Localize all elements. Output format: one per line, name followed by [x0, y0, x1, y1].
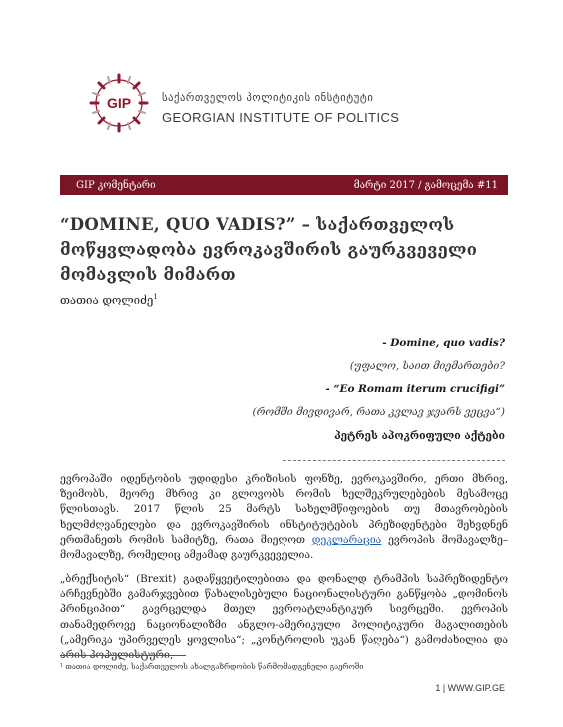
body-paragraph: „ბრექსიტის“ (Brexit) გადაწყვეტილებითა და დონალდ ტრამპის საპრეზიდენტო არჩევნებში გამარჯვებით წახალისებული ნაციონალისტური განწყობა „დომინოს პრინციპით“ გავრცელდა მთელ ევროატლანტიკურ სივრცეში. ევროპის თანამედროვე ნაციონალიზმი ანგლო-ამერიკული პოლიტიკური მაგალითების („ამერიკა უპირველეს ყოვლისა“; „კონტროლის უკან წაღება“) გამოძახილია და არის პოპულისტური, — [60, 573, 508, 662]
org-name-english: GEORGIAN INSTITUTE OF POLITICS — [162, 110, 400, 125]
org-name-georgian: საქართველოს პოლიტიკის ინსტიტუტი — [162, 92, 374, 104]
footnote: ¹ თათია დოლიძე, საქართველოს ახალგაზრდობის წარმომადგენელი გაეროში — [60, 662, 364, 671]
footnote-divider — [60, 655, 186, 656]
publication-banner — [60, 175, 508, 195]
page-footer: 1 | WWW.GIP.GE — [435, 683, 505, 693]
footnote-mark: 1 — [153, 293, 158, 302]
epigraph-line: - Domine, quo vadis? — [382, 337, 505, 349]
logo-text: GIP — [106, 95, 132, 111]
declaration-link[interactable]: დეკლარაცია — [311, 533, 382, 546]
document-title: “DOMINE, QUO VADIS?” – საქართველოს მოწყვლადობა ევროკავშირის გაურკვეველი მომავლის მიმართ — [60, 215, 478, 284]
paragraph-text: ევროპის მომავალზე– მომავალზე, რომელიც ამჟამად გაურკვეველია. — [60, 533, 509, 562]
paragraph-text: ევროპაში იდენტობის უდიდესი კრიზისის ფონზე, ევროკავშირი, ერთი მხრივ, ზეიმობს, მეორე მხრივ კი გლოვობს რომის ხელშეკრულებების მესამოცე წლისთავს. 2017 წლის 25 მარტს სახელმწიფოების თუ მთავრობების ხელმძღვანელები და ევროკავშირის ინსტიტუტების პრეზიდენტები შეხვდნენ ერთმანეთს რომის სამიტზე, რათა მიეღოთ — [60, 473, 508, 546]
body-paragraph — [60, 472, 508, 567]
epigraph-line: - “Eo Romam iterum crucifigi” — [325, 383, 505, 395]
epigraph-line: (რომში მივდივარ, რათა კვლავ ჯვარს ვეცვა“) — [252, 406, 505, 418]
divider — [283, 460, 505, 461]
banner-issue: მარტი 2017 / გამოცემა #11 — [353, 179, 498, 191]
epigraph-line: (უფალო, საით მიემართები? — [349, 360, 505, 372]
author — [60, 293, 158, 307]
epigraph-source: პეტრეს აპოკრიფული აქტები — [334, 430, 505, 442]
gip-logo — [88, 72, 150, 134]
banner-series: GIP კომენტარი — [76, 179, 156, 191]
author-name: თათია დოლიძე — [60, 293, 154, 307]
